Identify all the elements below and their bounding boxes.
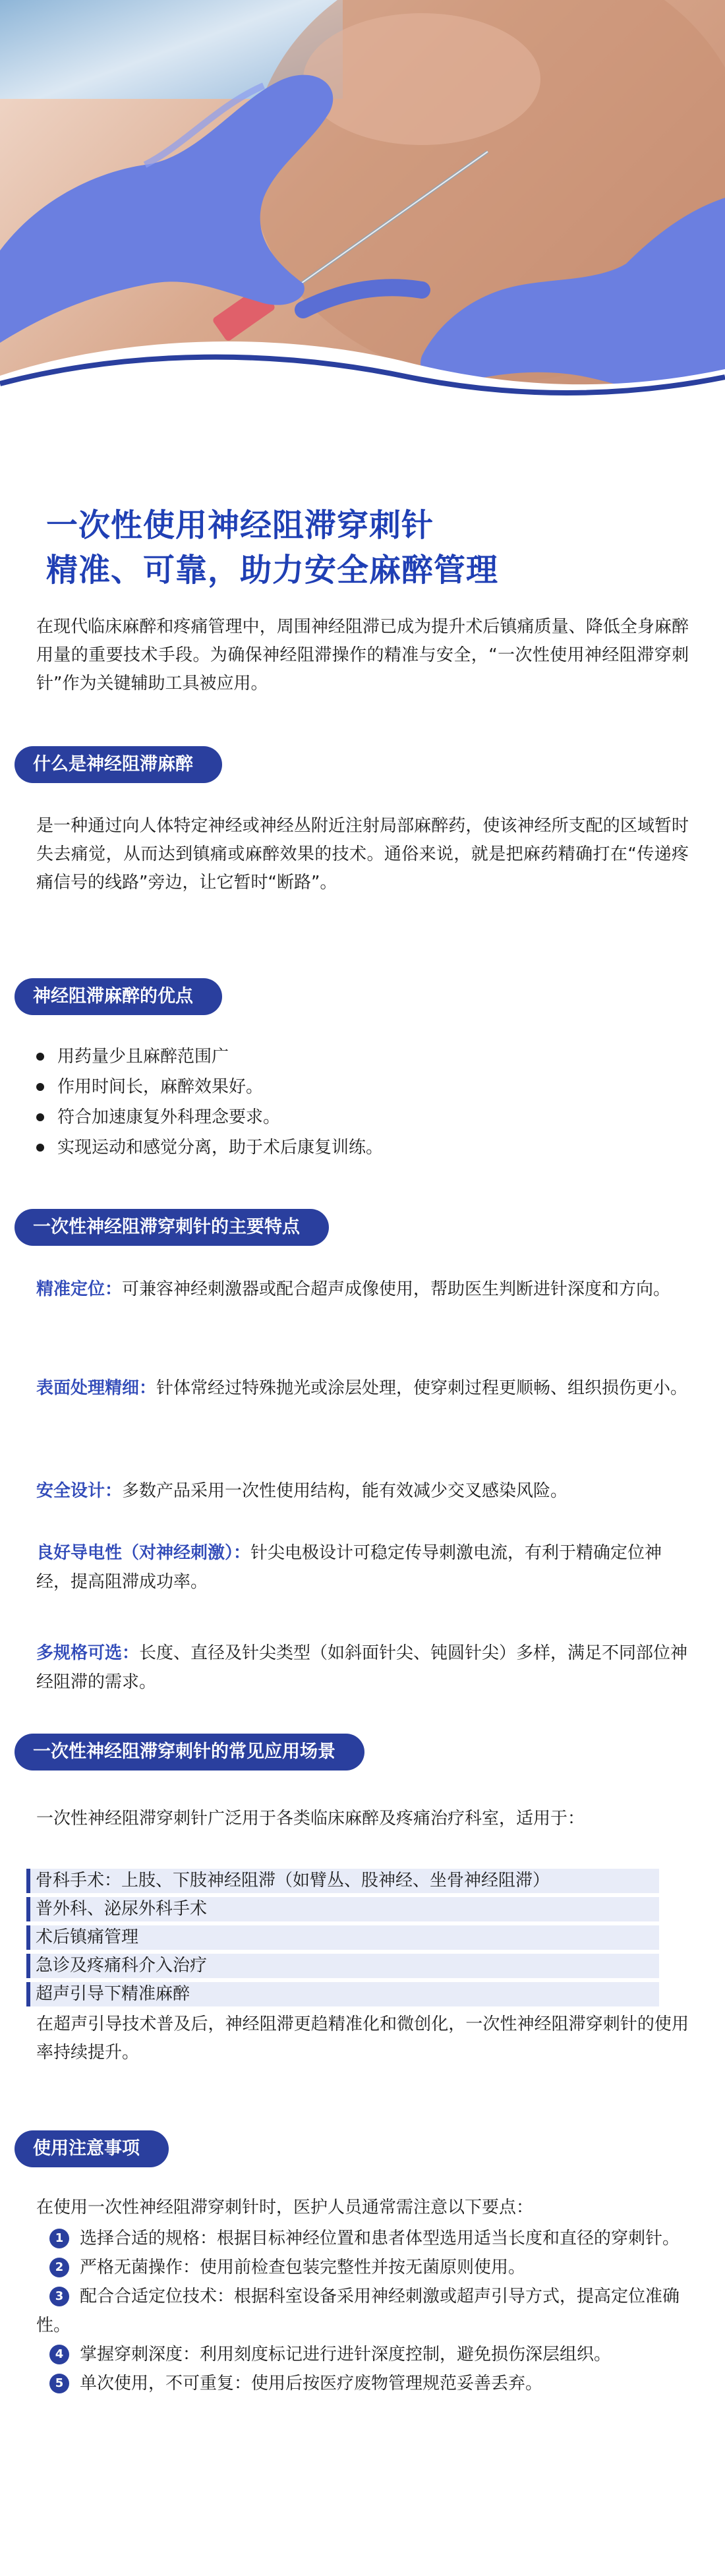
number-badge-icon: 1 — [49, 2229, 69, 2248]
list-item — [36, 2369, 689, 2398]
notes-intro: 在使用一次性神经阻滞穿刺针时，医护人员通常需注意以下要点： — [36, 2198, 534, 2217]
list-item: 骨科手术：上肢、下肢神经阻滞（如臂丛、股神经、坐骨神经阻滞） — [26, 1869, 659, 1893]
section-heading-features: 一次性神经阻滞穿刺针的主要特点 — [14, 1209, 329, 1246]
list-item: 急诊及疼痛科介入治疗 — [26, 1954, 659, 1978]
intro-paragraph: 在现代临床麻醉和疼痛管理中，周围神经阻滞已成为提升术后镇痛质量、降低全身麻醉用量的重要技术手段。为确保神经阻滞操作的精准与安全，“一次性使用神经阻滞穿刺针”作为关键辅助工具被应用。 — [36, 617, 689, 693]
scenes-outro: 在超声引导技术普及后，神经阻滞更趋精准化和微创化，一次性神经阻滞穿刺针的使用率持续提升。 — [36, 2014, 689, 2063]
advantages-list — [36, 1041, 689, 1163]
page-title: 一次性使用神经阻滞穿刺针 — [46, 507, 434, 544]
note-text: 选择合适的规格：根据目标神经位置和患者体型选用适当长度和直径的穿刺针。 — [80, 2229, 680, 2248]
list-item — [36, 2224, 689, 2253]
scenes-list — [26, 1869, 659, 2010]
feature-item — [36, 1477, 689, 1506]
feature-text: 针尖电极设计可稳定传导刺激电流，有利于精确定位神经，提高阻滞成功率。 — [36, 1543, 662, 1592]
note-text: 配合合适定位技术：根据科室设备采用神经刺激或超声引导方式，提高定位准确性。 — [36, 2287, 680, 2335]
number-badge-icon: 3 — [49, 2287, 69, 2306]
section-heading-scenes: 一次性神经阻滞穿刺针的常见应用场景 — [14, 1734, 364, 1771]
scenes-intro: 一次性神经阻滞穿刺针广泛用于各类临床麻醉及疼痛治疗科室，适用于： — [36, 1809, 585, 1829]
notes-list — [36, 2224, 689, 2398]
feature-label: 安全设计： — [36, 1481, 123, 1501]
feature-label: 良好导电性（对神经刺激）： — [36, 1543, 251, 1563]
feature-item — [36, 1275, 689, 1304]
page-subtitle: 精准、可靠，助力安全麻醉管理 — [46, 552, 499, 589]
feature-label: 表面处理精细： — [36, 1378, 157, 1398]
feature-text: 多数产品采用一次性使用结构，能有效减少交叉感染风险。 — [122, 1481, 568, 1501]
hero-image — [0, 0, 725, 409]
list-item: 作用时间长，麻醉效果好。 — [36, 1072, 689, 1102]
list-item: 用药量少且麻醉范围广 — [36, 1041, 689, 1072]
list-item: 超声引导下精准麻醉 — [26, 1982, 659, 2006]
note-text: 单次使用，不可重复：使用后按医疗废物管理规范妥善丢弃。 — [80, 2374, 543, 2393]
feature-text: 长度、直径及针尖类型（如斜面针尖、钝圆针尖）多样，满足不同部位神经阻滞的需求。 — [36, 1643, 688, 1692]
list-item: 术后镇痛管理 — [26, 1925, 659, 1950]
list-item — [36, 2253, 689, 2282]
number-badge-icon: 2 — [49, 2258, 69, 2277]
feature-label: 多规格可选： — [36, 1643, 140, 1663]
note-text: 严格无菌操作：使用前检查包装完整性并按无菌原则使用。 — [80, 2258, 526, 2277]
list-item — [36, 2340, 689, 2369]
note-text: 掌握穿刺深度：利用刻度标记进行进针深度控制，避免损伤深层组织。 — [80, 2345, 612, 2364]
section-heading-advantages: 神经阻滞麻醉的优点 — [14, 978, 222, 1015]
section-heading-what: 什么是神经阻滞麻醉 — [14, 746, 222, 783]
feature-item — [36, 1538, 689, 1596]
hero-wave — [0, 330, 725, 409]
list-item — [36, 2282, 689, 2340]
what-paragraph: 是一种通过向人体特定神经或神经丛附近注射局部麻醉药，使该神经所支配的区域暂时失去痛觉，从而达到镇痛或麻醉效果的技术。通俗来说，就是把麻药精确打在“传递疼痛信号的线路”旁边，让它暂时“断路”。 — [36, 816, 689, 893]
list-item: 普外科、泌尿外科手术 — [26, 1897, 659, 1921]
feature-label: 精准定位： — [36, 1279, 123, 1299]
feature-text: 针体常经过特殊抛光或涂层处理，使穿刺过程更顺畅、组织损伤更小。 — [156, 1378, 688, 1398]
list-item: 符合加速康复外科理念要求。 — [36, 1102, 689, 1132]
number-badge-icon: 5 — [49, 2374, 69, 2393]
feature-item — [36, 1374, 689, 1403]
feature-text: 可兼容神经刺激器或配合超声成像使用，帮助医生判断进针深度和方向。 — [122, 1279, 671, 1299]
section-heading-notes: 使用注意事项 — [14, 2130, 169, 2167]
list-item: 实现运动和感觉分离，助于术后康复训练。 — [36, 1132, 689, 1163]
feature-item — [36, 1639, 689, 1697]
number-badge-icon: 4 — [49, 2345, 69, 2364]
